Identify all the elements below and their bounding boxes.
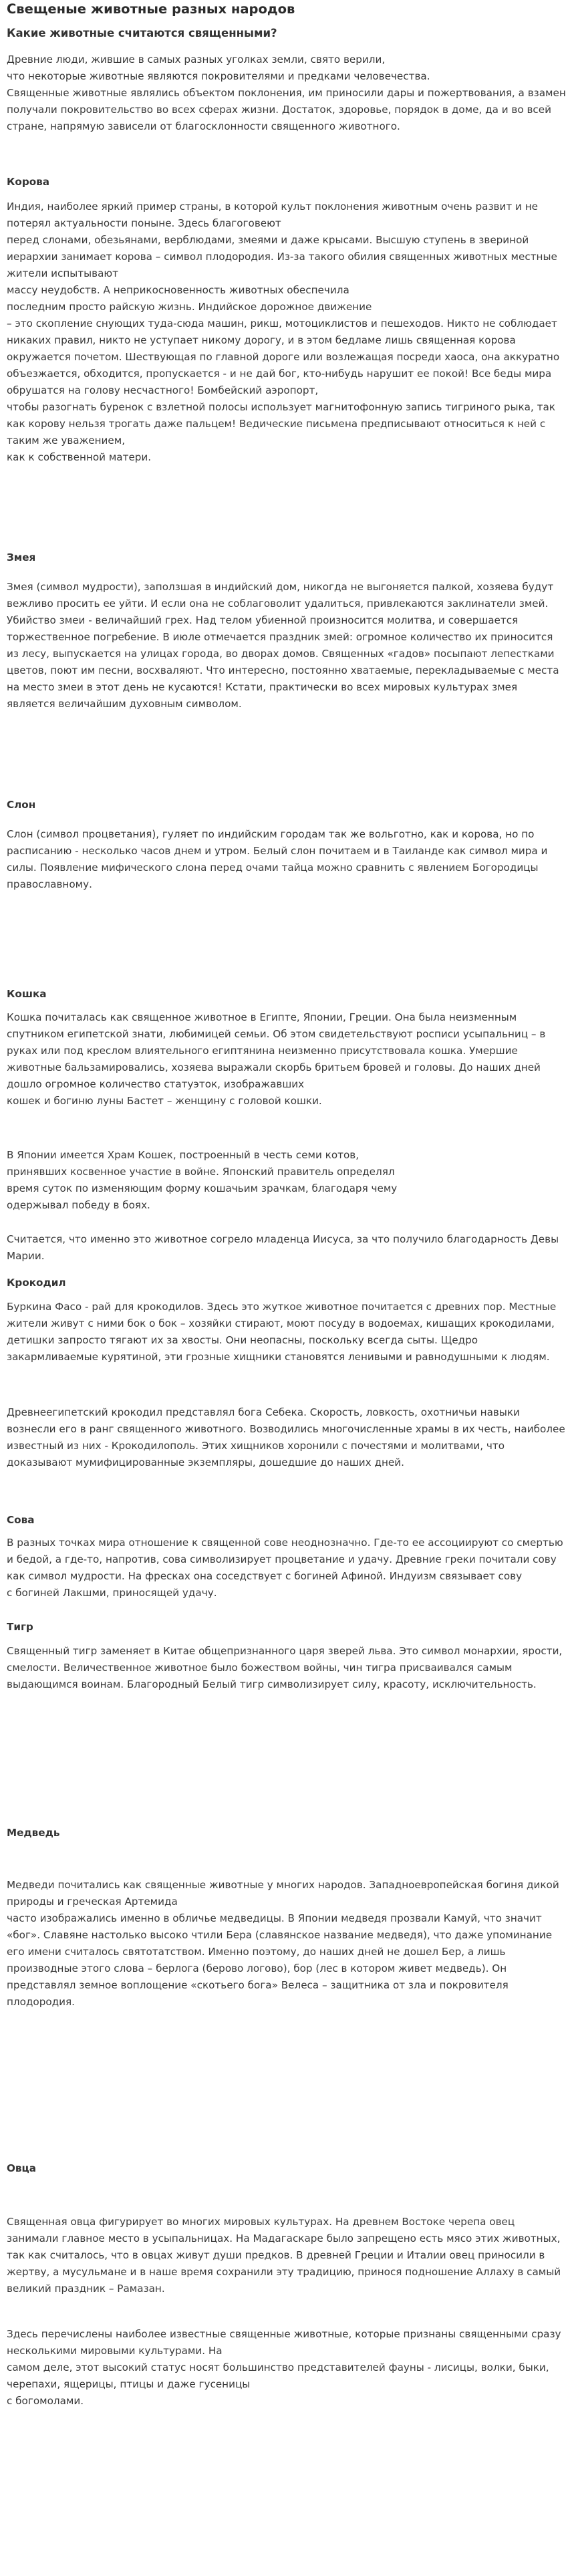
section-text-cat-1: Кошка почиталась как священное животное в Египте, Японии, Греции. Она была неизменным спутником египетской знати, любимицей семьи. Об этом свидетельствуют росписи усыпальниц – в руках или под креслом влиятельного египтянина неизменно присутствовала кошка. Умершие животные бальзамировались, хозяева выражали скорбь бритьем бровей и головы. До наших дней дошло огромное количество статуэток, изображавших кошек и богиню луны Бастет – женщину с головой кошки.: [7, 1011, 546, 1107]
section-heading-sheep: Овца: [7, 2162, 37, 2174]
page-title: Свещеные животные разных народов: [7, 1, 295, 17]
section-heading-elephant: Слон: [7, 799, 36, 811]
section-text-cat-3: Считается, что именно это животное согрело младенца Иисуса, за что получило благодарность Девы Марии.: [7, 1233, 559, 1262]
section-text-crocodile-2: Древнеегипетский крокодил представлял бога Себека. Скорость, ловкость, охотничьи навыки вознесли его в ранг священного животного. Возводились многочисленные храмы в их честь, наиболее известный из них - Крокодилополь. Этих хищников хоронили с почестями и молитвами, что доказывают мумифицированные экземпляры, дошедшие до наших дней.: [7, 1406, 565, 1468]
section-heading-bear: Медведь: [7, 1827, 60, 1839]
section-text-elephant: Слон (символ процветания), гуляет по индийским городам так же вольготно, как и корова, но по расписанию - несколько часов днем и утром. Белый слон почитаем и в Таиланде как символ мира и силы. Появление мифического слона перед очами тайца можно сравнить с явлением Богородицы православному.: [7, 828, 548, 890]
section-heading-owl: Сова: [7, 1514, 35, 1526]
section-text-cow: Индия, наиболее яркий пример страны, в которой культ поклонения животным очень развит и не потерял актуальности поныне. Здесь благоговеют перед слонами, обезьянами, верблюдами, змеями и даже крысами. Высшую ступень в звериной иерархии занимает корова – символ плодородия. Из-за такого обилия священных животных местные жители испытывают массу неудобств. А неприкосновенность животных обеспечила последним просто райскую жизнь. Индийское дорожное движение – это скопление снующих туда-сюда машин, рикш, мотоциклистов и пешеходов. Никто не соблюдает никаких правил, никто не уступает никому дорогу, и в этом бедламе лишь священная корова окружается почетом. Шествующая по главной дороге или возлежащая посреди хаоса, она аккуратно объезжается, обходится, пропускается - и не дай бог, кто-нибудь нарушит ее покой! Все беды мира обрушатся на голову несчастного! Бомбейский аэропорт, чтобы разогнать буренок с взлетной полосы использует магнитофонную запись тигриного рыка, так как корову нельзя трогать даже пальцем! Ведические письмена предписывают относиться к ней с таким же уважением, как к собственной матери.: [7, 201, 560, 463]
section-text-sheep-1: Священная овца фигурирует во многих мировых культурах. На древнем Востоке черепа овец занимали главное место в усыпальницах. На Мадагаскаре было запрещено есть мясо этих животных, так как считалось, что в овцах живут души предков. В древней Греции и Италии овец приносили в жертву, а мусульмане и в наше время сохранили эту традицию, принося подношение Аллаху в самый великий праздник – Рамазан.: [7, 2216, 561, 2295]
section-heading-tiger: Тигр: [7, 1621, 33, 1633]
section-heading-cow: Корова: [7, 176, 50, 188]
section-text-sheep-2: Здесь перечислены наиболее известные священные животные, которые признаны священными сразу несколькими мировыми культурами. На самом деле, этот высокий статус носят большинство представителей фауны - лисицы, волки, быки, черепахи, ящерицы, птицы и даже гусеницы с богомолами.: [7, 2328, 561, 2407]
section-heading-snake: Змея: [7, 551, 36, 563]
section-text-cat-2: В Японии имеется Храм Кошек, построенный в честь семи котов, принявших косвенное участие в войне. Японский правитель определял время суток по изменяющим форму кошачьим зрачкам, благодаря чему одержывал победу в боях.: [7, 1149, 398, 1211]
section-text-bear: Медведи почитались как священные животные у многих народов. Западноевропейская богиня дикой природы и греческая Артемида часто изображались именно в обличье медведицы. В Японии медведя прозвали Камуй, что значит «бог». Славяне настолько высоко чтили Бера (славянское название медведя), что даже упоминание его имени считалось святотатством. Именно поэтому, до наших дней не дошел Бер, а лишь производные этого слова – берлога (берово логово), бор (лес в котором живет медведь). Он представлял земное воплощение «скотьего бога» Велеса – защитника от зла и покровителя плодородия.: [7, 1879, 559, 2008]
section-text-snake: Змея (символ мудрости), заползшая в индийский дом, никогда не выгоняется палкой, хозяева будут вежливо просить ее уйти. И если она не соблаговолит удалиться, привлекаются заклинатели змей. Убийство змеи - величайший грех. Над телом убиенной произносится молитва, и совершается торжественное погребение. В июле отмечается праздник змей: огромное количество их приносится из лесу, выпускается на улицах города, во дворах домов. Священных «гадов» посыпают лепестками цветов, поют им песни, восхваляют. Что интересно, постоянно хватаемые, перекладываемые с места на место змеи в этот день не кусаются! Кстати, практически во всех мировых культурах змея является величайшим духовным символом.: [7, 581, 559, 710]
intro-paragraph: Древние люди, жившие в самых разных уголках земли, свято верили, что некоторые животные являются покровителями и предками человечества. Священные животные являлись объектом поклонения, им приносили дары и пожертвования, а взамен получали покровительство во всех сферах жизни. Достаток, здоровье, порядок в доме, да и во всей стране, напрямую зависели от благосклонности священного животного.: [7, 53, 566, 132]
section-heading-crocodile: Крокодил: [7, 1277, 66, 1289]
article-subtitle: Какие животные считаются священными?: [7, 27, 277, 39]
section-text-crocodile-1: Буркина Фасо - рай для крокодилов. Здесь это жуткое животное почитается с древних пор. Местные жители живут с ними бок о бок – хозяйки стирают, моют посуду в водоемах, кишащих крокодилами, детишки запросто тягают их за хвосты. Они неопасны, поскольку всегда сыты. Щедро закармливаемые курятиной, эти грозные хищники становятся ленивыми и равнодушными к людям.: [7, 1301, 557, 1363]
section-heading-cat: Кошка: [7, 988, 47, 1000]
section-text-tiger: Священный тигр заменяет в Китае общепризнанного царя зверей льва. Это символ монархии, ярости, смелости. Величественное животное было божеством войны, чин тигра присваивался самым выдающимся воинам. Благородный Белый тигр символизирует силу, красоту, исключительность.: [7, 1645, 563, 1690]
section-text-owl: В разных точках мира отношение к священной сове неоднозначно. Где-то ее ассоциируют со смертью и бедой, а где-то, напротив, сова символизирует процветание и удачу. Древние греки почитали сову как символ мудрости. На фресках она соседствует с богиней Афиной. Индуизм связывает сову с богиней Лакшми, приносящей удачу.: [7, 1537, 563, 1599]
